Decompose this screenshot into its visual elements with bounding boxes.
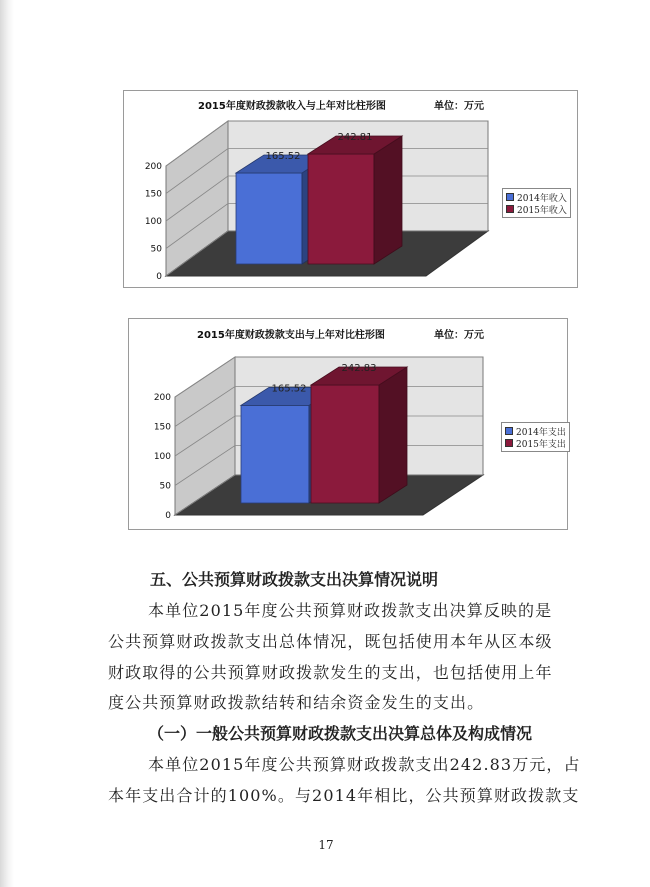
legend-swatch [505, 427, 513, 435]
income-chart [123, 90, 578, 288]
legend-swatch [505, 439, 513, 447]
legend-item [506, 203, 567, 215]
bar-side [374, 136, 402, 264]
legend-label: 2014年支出 [516, 427, 566, 438]
y-tick-label: 200 [153, 393, 171, 403]
paragraph-line: 本单位2015年度公共预算财政拨款支出242.83万元，占 [148, 755, 581, 774]
paragraph-line: 公共预算财政拨款支出总体情况，既包括使用本年从区本级 [108, 632, 553, 651]
bar-front [236, 173, 302, 264]
legend-swatch [506, 205, 514, 213]
bar-front [311, 385, 379, 503]
bar-value-label: 242.83 [341, 363, 377, 374]
bar-value-label: 242.81 [337, 132, 373, 143]
y-tick-label: 50 [150, 244, 162, 255]
legend-label: 2015年支出 [516, 439, 566, 450]
legend-swatch [506, 193, 514, 201]
chart-title: 2015年度财政拨款收入与上年对比柱形图 [198, 101, 386, 112]
y-tick-label: 0 [156, 272, 162, 282]
bar-side [379, 367, 407, 503]
chart-unit: 单位：万元 [434, 101, 484, 112]
chart-title: 2015年度财政拨款支出与上年对比柱形图 [197, 330, 385, 341]
paragraph-line: 本单位2015年度公共预算财政拨款支出决算反映的是 [148, 601, 553, 620]
bar-front [308, 154, 374, 264]
legend-item [506, 191, 567, 203]
chart-unit: 单位：万元 [434, 330, 484, 341]
bar-value-label: 165.52 [271, 383, 307, 395]
y-tick-label: 100 [153, 452, 171, 462]
bar-front [241, 405, 309, 503]
y-tick-label: 50 [159, 481, 171, 492]
legend-label: 2014年收入 [517, 193, 567, 204]
page-number: 17 [318, 838, 334, 852]
bar-value-label: 165.52 [265, 150, 301, 162]
y-tick-label: 0 [165, 511, 171, 521]
subsection-heading: （一）一般公共预算财政拨款支出决算总体及构成情况 [148, 724, 533, 743]
legend-item [505, 425, 566, 437]
chart-legend [501, 422, 570, 452]
y-tick-label: 150 [153, 422, 171, 433]
y-tick-label: 150 [144, 189, 162, 200]
section-heading: 五、公共预算财政拨款支出决算情况说明 [150, 570, 439, 589]
legend-label: 2015年收入 [517, 205, 567, 216]
chart-legend [502, 188, 571, 218]
legend-item [505, 437, 566, 449]
y-tick-label: 100 [144, 217, 162, 227]
paragraph-line: 本年支出合计的100%。与2014年相比，公共预算财政拨款支 [108, 786, 580, 805]
y-tick-label: 200 [144, 162, 162, 172]
scan-edge-shadow [0, 0, 14, 887]
expenditure-chart [128, 318, 568, 530]
paragraph-line: 度公共预算财政拨款结转和结余资金发生的支出。 [108, 693, 485, 712]
paragraph-line: 财政取得的公共预算财政拨款发生的支出，也包括使用上年 [108, 663, 553, 682]
